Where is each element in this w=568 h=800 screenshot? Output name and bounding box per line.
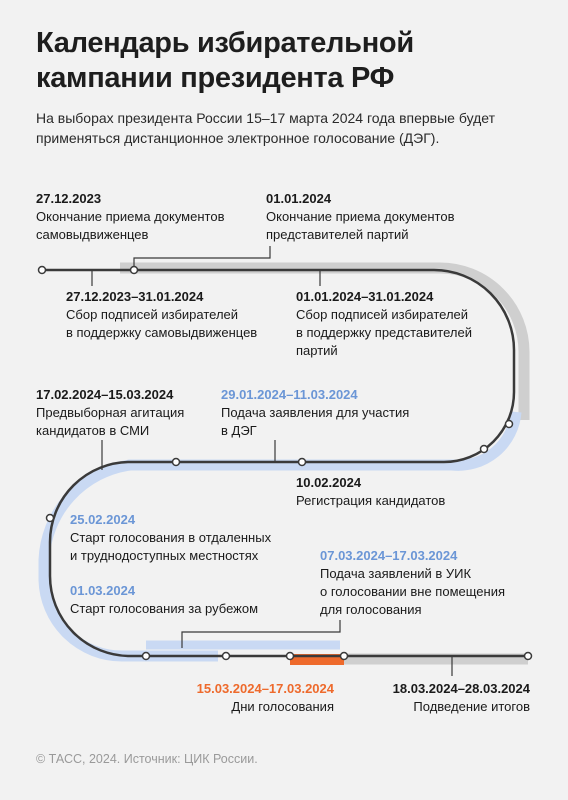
event-e4	[296, 288, 472, 360]
event-e1	[36, 190, 224, 244]
dot-e10	[143, 653, 150, 660]
event-text: Подача заявления для участия в ДЭГ	[221, 405, 410, 438]
event-date: 25.02.2024	[70, 512, 136, 527]
event-text: Предвыборная агитация кандидатов в СМИ	[36, 405, 185, 438]
event-e11	[150, 680, 334, 716]
page-subtitle: На выборах президента России 15–17 марта 2024 года впервые будет применяться дистанционное электронное голосование (ДЭГ).	[36, 110, 496, 146]
event-e9	[320, 547, 505, 619]
event-text: Сбор подписей избирателей в поддержку представителей партий	[296, 307, 472, 358]
event-text: Сбор подписей избирателей в поддержку самовыдвиженцев	[66, 307, 258, 340]
dot-rc1	[506, 421, 513, 428]
event-date: 01.01.2024	[266, 191, 332, 206]
event-e12	[340, 680, 530, 716]
event-e8	[70, 511, 271, 565]
event-text: Дни голосования	[231, 699, 334, 714]
dot-e7	[299, 459, 306, 466]
event-text: Подведение итогов	[413, 699, 530, 714]
event-date: 01.03.2024	[70, 583, 136, 598]
event-date: 27.12.2023–31.01.2024	[66, 289, 204, 304]
event-date: 29.01.2024–11.03.2024	[221, 387, 358, 402]
event-text: Старт голосования за рубежом	[70, 601, 259, 616]
dot-e5	[173, 459, 180, 466]
event-date: 15.03.2024–17.03.2024	[196, 681, 334, 696]
dot-e10b	[223, 653, 230, 660]
page-title: Календарь избирательной кампании президента РФ	[36, 27, 414, 94]
event-date: 10.02.2024	[296, 475, 362, 490]
event-e6	[221, 386, 409, 440]
dot-e11a	[287, 653, 294, 660]
event-date: 01.01.2024–31.01.2024	[296, 289, 434, 304]
event-text: Старт голосования в отдаленных и труднодоступных местностях	[70, 530, 272, 563]
event-e7	[296, 474, 445, 510]
dot-e2	[131, 267, 138, 274]
event-e5	[36, 386, 184, 440]
event-date: 27.12.2023	[36, 191, 102, 206]
dot-e1	[39, 267, 46, 274]
dot-e11b	[341, 653, 348, 660]
event-date: 07.03.2024–17.03.2024	[320, 548, 458, 563]
event-date: 18.03.2024–28.03.2024	[392, 681, 530, 696]
dot-rc2	[481, 446, 488, 453]
dot-e8	[47, 515, 54, 522]
footer-credit: © ТАСС, 2024. Источник: ЦИК России.	[36, 752, 258, 766]
event-text: Подача заявлений в УИК о голосовании вне помещения для голосования	[320, 566, 506, 617]
dot-end	[525, 653, 532, 660]
event-text: Регистрация кандидатов	[296, 493, 446, 508]
event-date: 17.02.2024–15.03.2024	[36, 387, 174, 402]
event-e10	[70, 582, 258, 618]
event-e3	[66, 288, 257, 342]
event-e2	[266, 190, 454, 244]
event-text: Окончание приема документов представителей партий	[266, 209, 455, 242]
event-text: Окончание приема документов самовыдвиженцев	[36, 209, 225, 242]
